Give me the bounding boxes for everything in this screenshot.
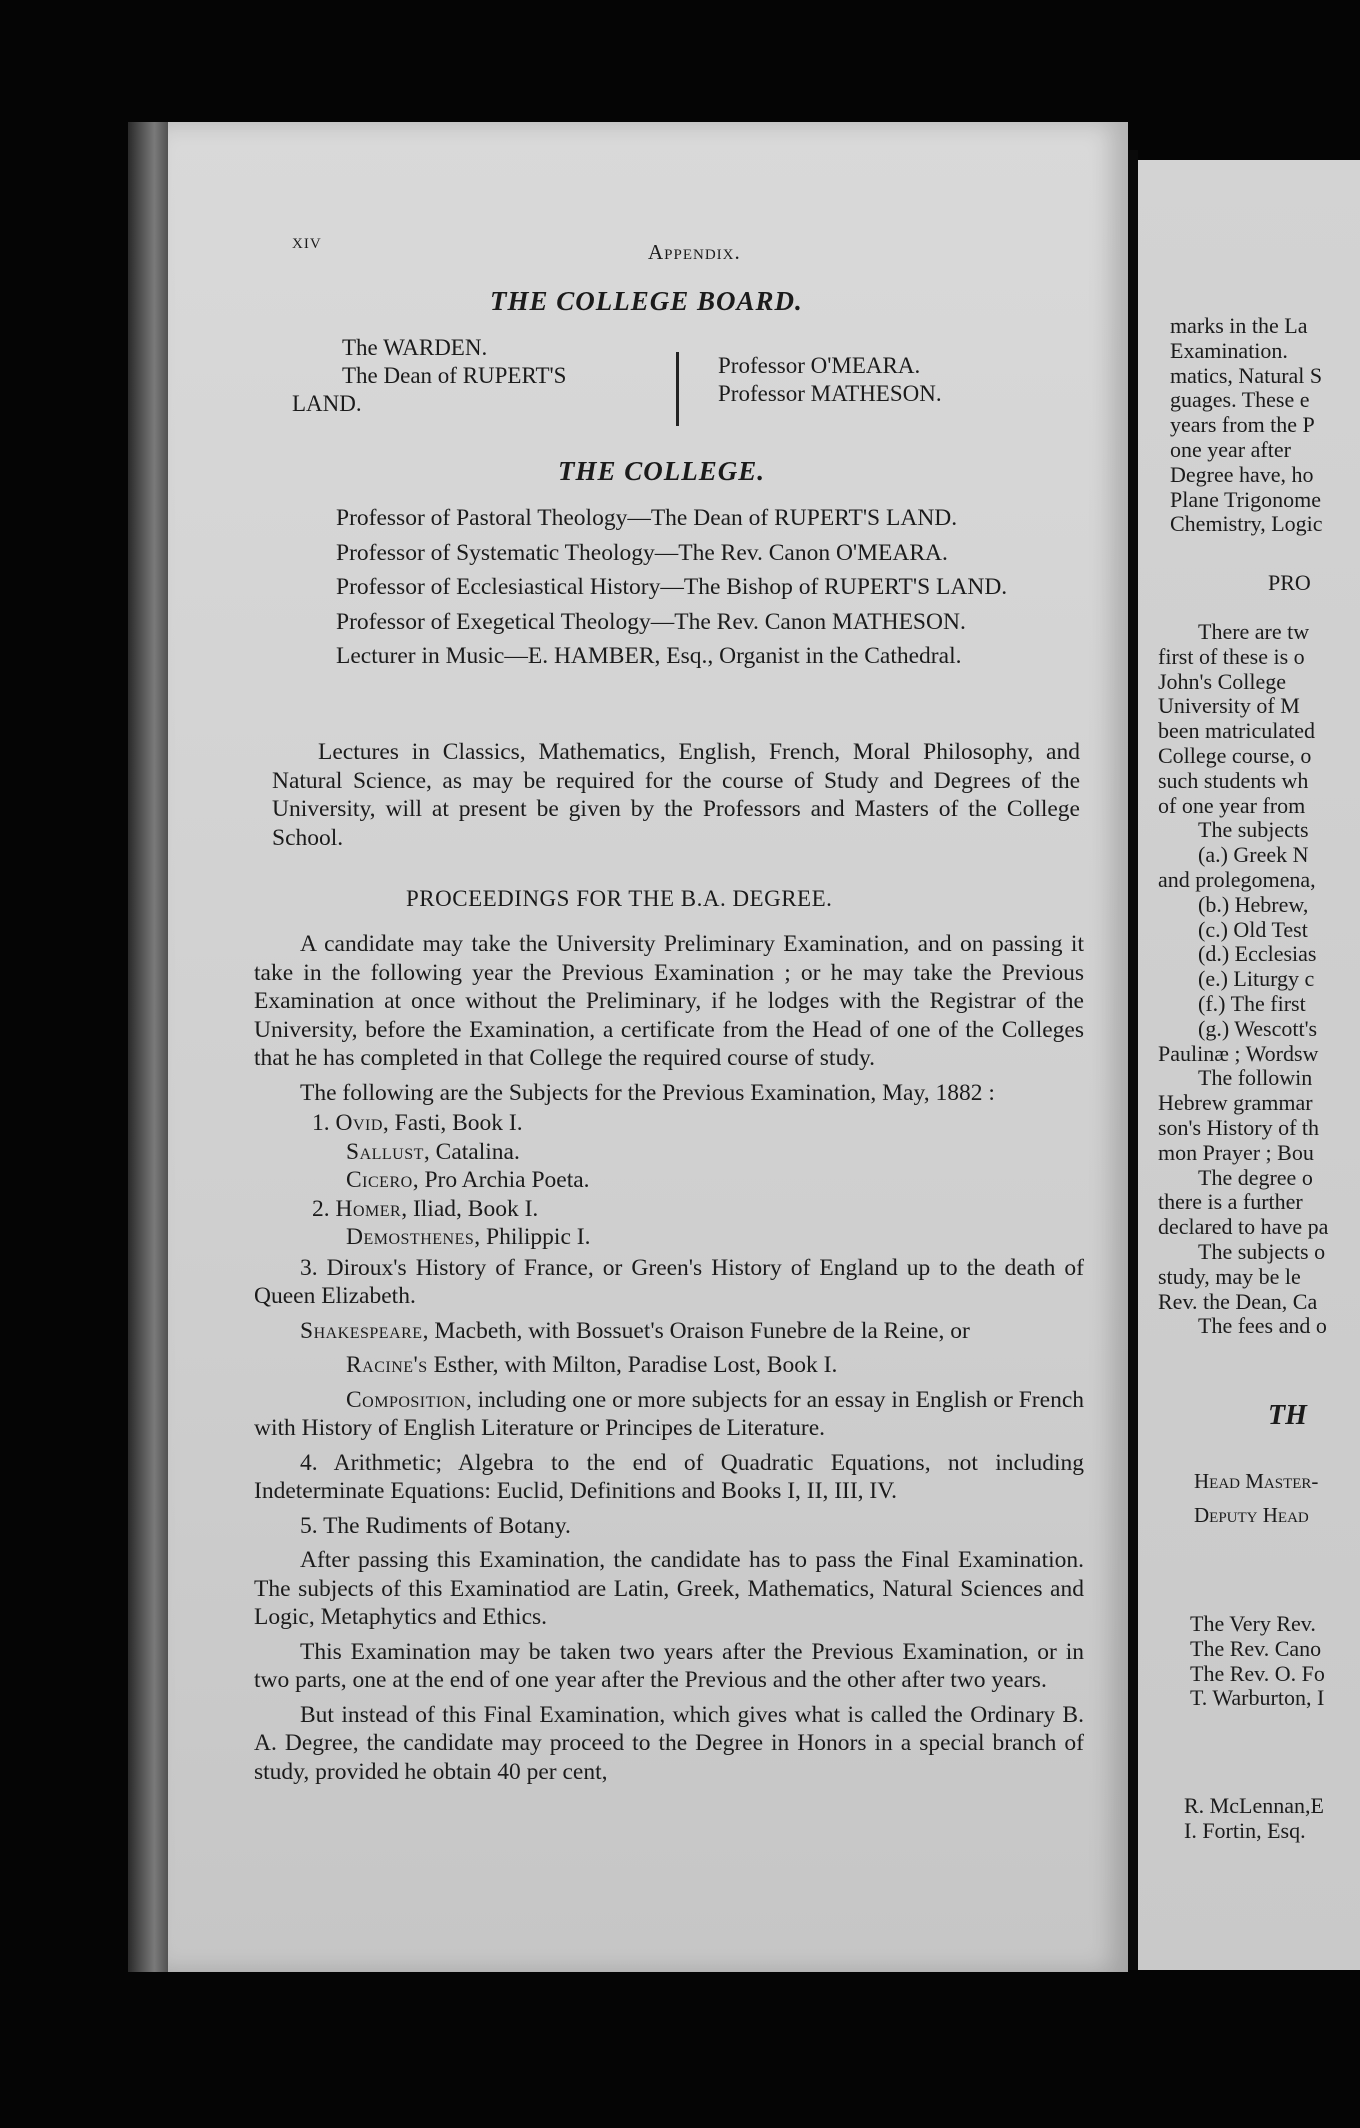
entry-text: , including one or more subjects for an essay in English or French with History of English Literature or Principes de Literature.	[254, 1386, 1084, 1441]
right-page-top-lines	[1170, 314, 1323, 537]
subject-number: 1.	[312, 1110, 330, 1136]
composition-entry	[254, 1386, 1084, 1443]
text-line: (c.) Old Test	[1198, 916, 1308, 942]
text-line: son's History of th	[1158, 1114, 1320, 1140]
text-line: such students wh	[1158, 767, 1309, 793]
subject-item	[254, 1223, 1084, 1252]
subject-text: , Catalina.	[423, 1138, 520, 1165]
text-line: (d.) Ecclesias	[1198, 941, 1317, 967]
subject-author: Homer	[335, 1195, 402, 1222]
board-right-line: Professor MATHESON.	[718, 381, 942, 406]
names-list	[1190, 1612, 1325, 1711]
subject-text: , Philippic I.	[474, 1224, 591, 1250]
text-line: The Very Rev.	[1190, 1611, 1316, 1636]
subject-item	[254, 1138, 1084, 1167]
text-line: been matriculated	[1158, 718, 1315, 744]
college-board-heading: THE COLLEGE BOARD.	[490, 286, 803, 316]
proceedings-body	[254, 930, 1084, 1792]
board-left-line: The Dean of RUPERT'S	[342, 363, 567, 388]
board-left-line: LAND.	[292, 391, 362, 416]
text-line: one year after	[1170, 436, 1291, 462]
text-line: John's College	[1158, 668, 1287, 694]
text-line: The degree o	[1198, 1164, 1313, 1190]
shakespeare-entry	[254, 1317, 1084, 1346]
subject-author: Demosthenes	[346, 1224, 475, 1250]
text-line: matics, Natural S	[1170, 362, 1323, 388]
text-line: Plane Trigonome	[1170, 486, 1321, 512]
text-line: (a.) Greek N	[1198, 842, 1309, 868]
college-staff-list	[290, 504, 1080, 677]
staff-entry: Professor of Exegetical Theology—The Rev. Canon MATHESON.	[336, 608, 966, 635]
text-line: study, may be le	[1158, 1263, 1301, 1289]
text-line: (b.) Hebrew,	[1198, 891, 1309, 917]
text-line: marks in the La	[1170, 313, 1308, 338]
text-line: there is a further	[1158, 1189, 1303, 1215]
text-line: Paulinæ ; Wordsw	[1158, 1040, 1319, 1066]
paragraph: The following are the Subjects for the Previous Examination, May, 1882 :	[300, 1079, 995, 1106]
subject-item	[254, 1166, 1084, 1195]
text-line: declared to have pa	[1158, 1214, 1329, 1240]
text-line: T. Warburton, I	[1190, 1685, 1325, 1711]
running-head: Appendix.	[648, 240, 741, 264]
page-number: xiv	[292, 228, 322, 253]
staff-entry: Professor of Ecclesiastical History—The Bishop of RUPERT'S LAND.	[336, 574, 1008, 600]
text-line: of one year from	[1158, 792, 1306, 818]
text-line: Chemistry, Logic	[1170, 511, 1323, 537]
text-line: (e.) Liturgy c	[1198, 966, 1315, 992]
text-line: The subjects	[1198, 817, 1309, 843]
text-line: There are tw	[1198, 619, 1310, 644]
left-page	[168, 122, 1128, 1972]
text-line: Deputy Head	[1194, 1503, 1309, 1527]
text-line: University of M	[1158, 693, 1300, 719]
subject-text: , Iliad, Book I.	[401, 1195, 539, 1222]
text-line: Rev. the Dean, Ca	[1158, 1288, 1318, 1314]
subject-author: Sallust	[346, 1138, 424, 1165]
subject-item-5: 5. The Rudiments of Botany.	[300, 1512, 571, 1539]
text-line: years from the P	[1170, 412, 1315, 438]
text-line: Head Master-	[1194, 1469, 1319, 1493]
entry-author: Shakespeare	[300, 1317, 423, 1344]
text-line: I. Fortin, Esq.	[1184, 1817, 1306, 1843]
text-line: Degree have, ho	[1170, 461, 1314, 487]
subject-text: , Fasti, Book I.	[382, 1110, 523, 1136]
entry-author: Racine's	[346, 1352, 428, 1378]
text-line: Examination.	[1170, 337, 1288, 363]
text-line: The Rev. Cano	[1190, 1635, 1322, 1661]
entry-text: Esther, with Milton, Paradise Lost, Book I.	[427, 1352, 838, 1378]
racine-entry	[254, 1351, 1084, 1380]
subject-author: Cicero	[346, 1167, 413, 1193]
board-left-column	[292, 334, 612, 418]
subject-list	[254, 1109, 1084, 1252]
subject-author: Ovid	[335, 1110, 383, 1136]
text-line: mon Prayer ; Bou	[1158, 1139, 1314, 1165]
subject-item-3: 3. Diroux's History of France, or Green's History of England up to the death of Queen Elizabeth.	[254, 1254, 1084, 1309]
text-line: The Rev. O. Fo	[1190, 1660, 1325, 1686]
right-page-mid-lines	[1158, 620, 1328, 1339]
text-line: College course, o	[1158, 742, 1312, 768]
text-line: The subjects o	[1198, 1238, 1326, 1264]
staff-entry: Professor of Pastoral Theology—The Dean of RUPERT'S LAND.	[336, 505, 958, 531]
text-line: Hebrew grammar	[1158, 1090, 1313, 1116]
text-line: The fees and o	[1198, 1313, 1327, 1339]
masters-list	[1194, 1464, 1318, 1532]
text-line: and prolegomena,	[1158, 866, 1316, 892]
text-line: (f.) The first	[1198, 990, 1306, 1016]
paragraph: After passing this Examination, the candidate has to pass the Final Examination. The subjects of this Examinatiod are Latin, Greek, Mathematics, Natural Sciences and Logic, Metaphytics and Ethics.	[254, 1547, 1084, 1630]
entry-text: , Macbeth, with Bossuet's Oraison Funebre de la Reine, or	[422, 1317, 970, 1344]
right-page-heading-2: TH	[1268, 1400, 1307, 1431]
paragraph: A candidate may take the University Preliminary Examination, and on passing it take in the following year the Previous Examination ; or he may take the Previous Examination at once without the Preliminary, if he lodges with the Registrar of the University, before the Examination, a certificate from the Head of one of the Colleges that he has completed in that College the required course of study.	[254, 931, 1084, 1071]
board-left-line: The WARDEN.	[342, 335, 488, 360]
text-line: (g.) Wescott's	[1198, 1015, 1318, 1041]
text-line: guages. These e	[1170, 387, 1310, 413]
lectures-text: Lectures in Classics, Mathematics, English, French, Moral Philosophy, and Natural Science, as may be required for the course of Study and Degrees of the University, will at present be given by the Professors and Masters of the College School.	[272, 739, 1080, 851]
entry-author: Composition	[346, 1386, 466, 1413]
text-line: The followin	[1198, 1065, 1313, 1091]
column-divider	[676, 352, 679, 426]
right-page-heading: PRO	[1268, 570, 1311, 595]
right-page	[1138, 160, 1360, 1970]
staff-entry: Lecturer in Music—E. HAMBER, Esq., Organist in the Cathedral.	[336, 643, 962, 669]
paragraph: But instead of this Final Examination, which gives what is called the Ordinary B. A. Degree, the candidate may proceed to the Degree in Honors in a special branch of study, provided he obtain 40 per cent,	[254, 1701, 1084, 1785]
text-line: first of these is o	[1158, 643, 1305, 669]
paragraph: This Examination may be taken two years after the Previous Examination, or in two parts, one at the end of one year after the Previous and the other after two years.	[254, 1638, 1084, 1693]
college-heading: THE COLLEGE.	[558, 456, 766, 486]
proceedings-heading: PROCEEDINGS FOR THE B.A. DEGREE.	[406, 886, 833, 911]
subject-item	[254, 1109, 1084, 1138]
page-gutter	[1128, 150, 1138, 1970]
lectures-paragraph	[272, 738, 1080, 858]
staff-entry: Professor of Systematic Theology—The Rev. Canon O'MEARA.	[336, 539, 948, 566]
board-right-column	[718, 352, 1078, 408]
text-line: R. McLennan,E	[1184, 1793, 1324, 1818]
subject-item	[254, 1195, 1084, 1224]
subject-item-4: 4. Arithmetic; Algebra to the end of Quadratic Equations, not including Indeterminate Equations: Euclid, Definitions and Books I, II, III, IV.	[254, 1449, 1084, 1504]
subject-number: 2.	[312, 1195, 330, 1222]
subject-text: , Pro Archia Poeta.	[412, 1167, 590, 1193]
board-right-line: Professor O'MEARA.	[718, 353, 921, 378]
names-list-2	[1184, 1794, 1324, 1844]
